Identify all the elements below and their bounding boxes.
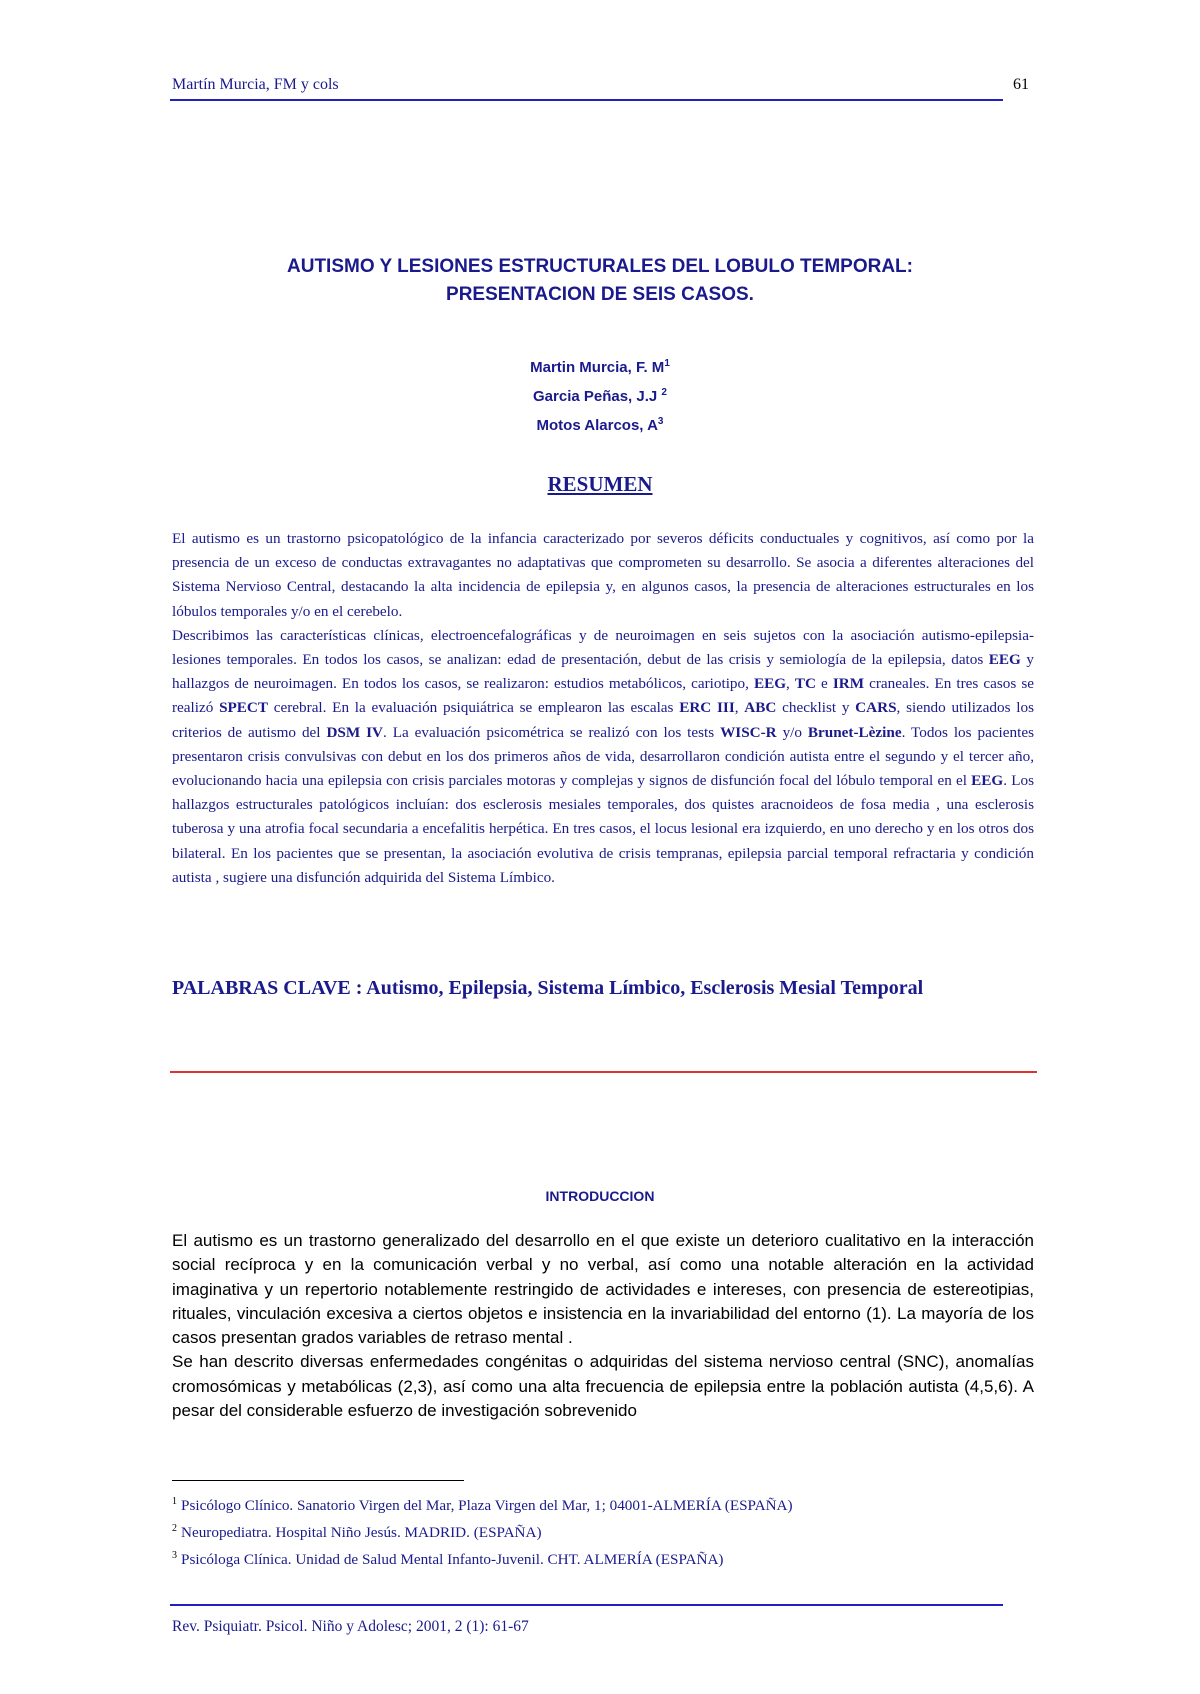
author-affiliation-mark: 2 — [661, 387, 667, 398]
intro-paragraph-1: El autismo es un trastorno generalizado del desarrollo en el que existe un deterioro cualitativo en la interacción social recíproca y en la comunicación verbal y no verbal, así como una notable alteración en la actividad imaginativa y un repertorio notablemente restringido de actividades e intereses, con presencia de estereotipias, rituales, vinculación excesiva a ciertos objetos e insistencia en la invariabilidad del entorno (1). La mayoría de los casos presentan grados variables de retraso mental . — [172, 1231, 1034, 1348]
abstract-paragraph-2: Describimos las características clínicas, electroencefalográficas y de neuroimagen en seis sujetos con la asociación autismo-epilepsia-lesiones temporales. En todos los casos, se analizan: edad de presentación, debut de las crisis y semiología de la epilepsia, datos EEG y hallazgos de neuroimagen. En todos los casos, se realizaron: estudios metabólicos, cariotipo, EEG, TC e IRM craneales. En tres casos se realizó SPECT cerebral. En la evaluación psiquiátrica se emplearon las escalas ERC III, ABC checklist y CARS, siendo utilizados los criterios de autismo del DSM IV. La evaluación psicométrica se realizó con los tests WISC-R y/o Brunet-Lèzine. Todos los pacientes presentaron crisis convulsivas con debut en los dos primeros años de vida, desarrollaron condición autista entre el segundo y el tercer año, evolucionando hacia una epilepsia con crisis parciales motoras y complejas y signos de disfunción focal del lóbulo temporal en el EEG. Los hallazgos estructurales patológicos incluían: dos esclerosis mesiales temporales, dos quistes aracnoideos de fosa media , una esclerosis tuberosa y una atrofia focal secundaria a encefalitis herpética. En tres casos, el locus lesional era izquierdo, en uno derecho y en los otros dos bilateral. En los pacientes que se presentan, la asociación evolutiva de crisis tempranas, epilepsia parcial temporal refractaria y condición autista , sugiere una disfunción adquirida del Sistema Límbico. — [172, 626, 1034, 886]
introduction-body — [172, 1229, 1034, 1423]
footnote-mark: 2 — [172, 1523, 177, 1535]
title-line-1: AUTISMO Y LESIONES ESTRUCTURALES DEL LOBULO TEMPORAL: — [287, 256, 913, 277]
footnote-text: Neuropediatra. Hospital Niño Jesús. MADRID. (ESPAÑA) — [181, 1524, 542, 1542]
footnote-mark: 3 — [172, 1550, 177, 1562]
abstract-body — [172, 527, 1034, 890]
author-name: Garcia Peñas, J.J — [533, 388, 658, 405]
footnote-rule — [172, 1480, 464, 1481]
author-affiliation-mark: 1 — [664, 358, 670, 369]
author — [400, 380, 800, 409]
abstract-heading: RESUMEN — [547, 472, 653, 496]
footnote-text: Psicólogo Clínico. Sanatorio Virgen del Mar, Plaza Virgen del Mar, 1; 04001-ALMERÍA (ESPAÑA) — [181, 1497, 793, 1515]
title-line-2: PRESENTACION DE SEIS CASOS. — [446, 284, 754, 305]
article-title — [150, 253, 1050, 309]
author-name: Martin Murcia, F. M — [530, 359, 665, 376]
journal-citation: Rev. Psiquiatr. Psicol. Niño y Adolesc; 2001, 2 (1): 61-67 — [172, 1618, 529, 1635]
footnote — [172, 1517, 793, 1544]
footnote-mark: 1 — [172, 1496, 177, 1507]
page-number: 61 — [1013, 76, 1029, 93]
author-list — [400, 351, 800, 438]
footer-rule — [170, 1604, 1003, 1606]
intro-paragraph-2: Se han descrito diversas enfermedades congénitas o adquiridas del sistema nervioso central (SNC), anomalías cromosómicas y metabólicas (2,3), así como una alta frecuencia de epilepsia entre la población autista (4,5,6). A pesar del considerable esfuerzo de investigación sobrevenido — [172, 1352, 1035, 1421]
footnote — [172, 1490, 793, 1517]
author — [400, 351, 800, 380]
introduction-heading: INTRODUCCION — [545, 1188, 655, 1204]
author-affiliation-mark: 3 — [657, 416, 664, 427]
footnote — [172, 1544, 793, 1571]
running-head: Martín Murcia, FM y cols — [172, 76, 339, 93]
footnote-text: Psicóloga Clínica. Unidad de Salud Mental Infanto-Juvenil. CHT. ALMERÍA (ESPAÑA) — [181, 1551, 724, 1569]
author-name: Motos Alarcos, A — [536, 417, 658, 434]
section-divider — [170, 1071, 1037, 1073]
footnotes — [172, 1490, 793, 1571]
author — [400, 409, 800, 438]
abstract-paragraph-1: El autismo es un trastorno psicopatológico de la infancia caracterizado por severos déficits conductuales y cognitivos, así como por la presencia de un exceso de conductas extravagantes no adaptativas que comprometen su desarrollo. Se asocia a diferentes alteraciones del Sistema Nervioso Central, destacando la alta incidencia de epilepsia y, en algunos casos, la presencia de alteraciones estructurales en los lóbulos temporales y/o en el cerebelo. — [172, 530, 1034, 620]
keywords: PALABRAS CLAVE : Autismo, Epilepsia, Sistema Límbico, Esclerosis Mesial Temporal — [172, 977, 924, 999]
header-rule — [170, 99, 1003, 101]
